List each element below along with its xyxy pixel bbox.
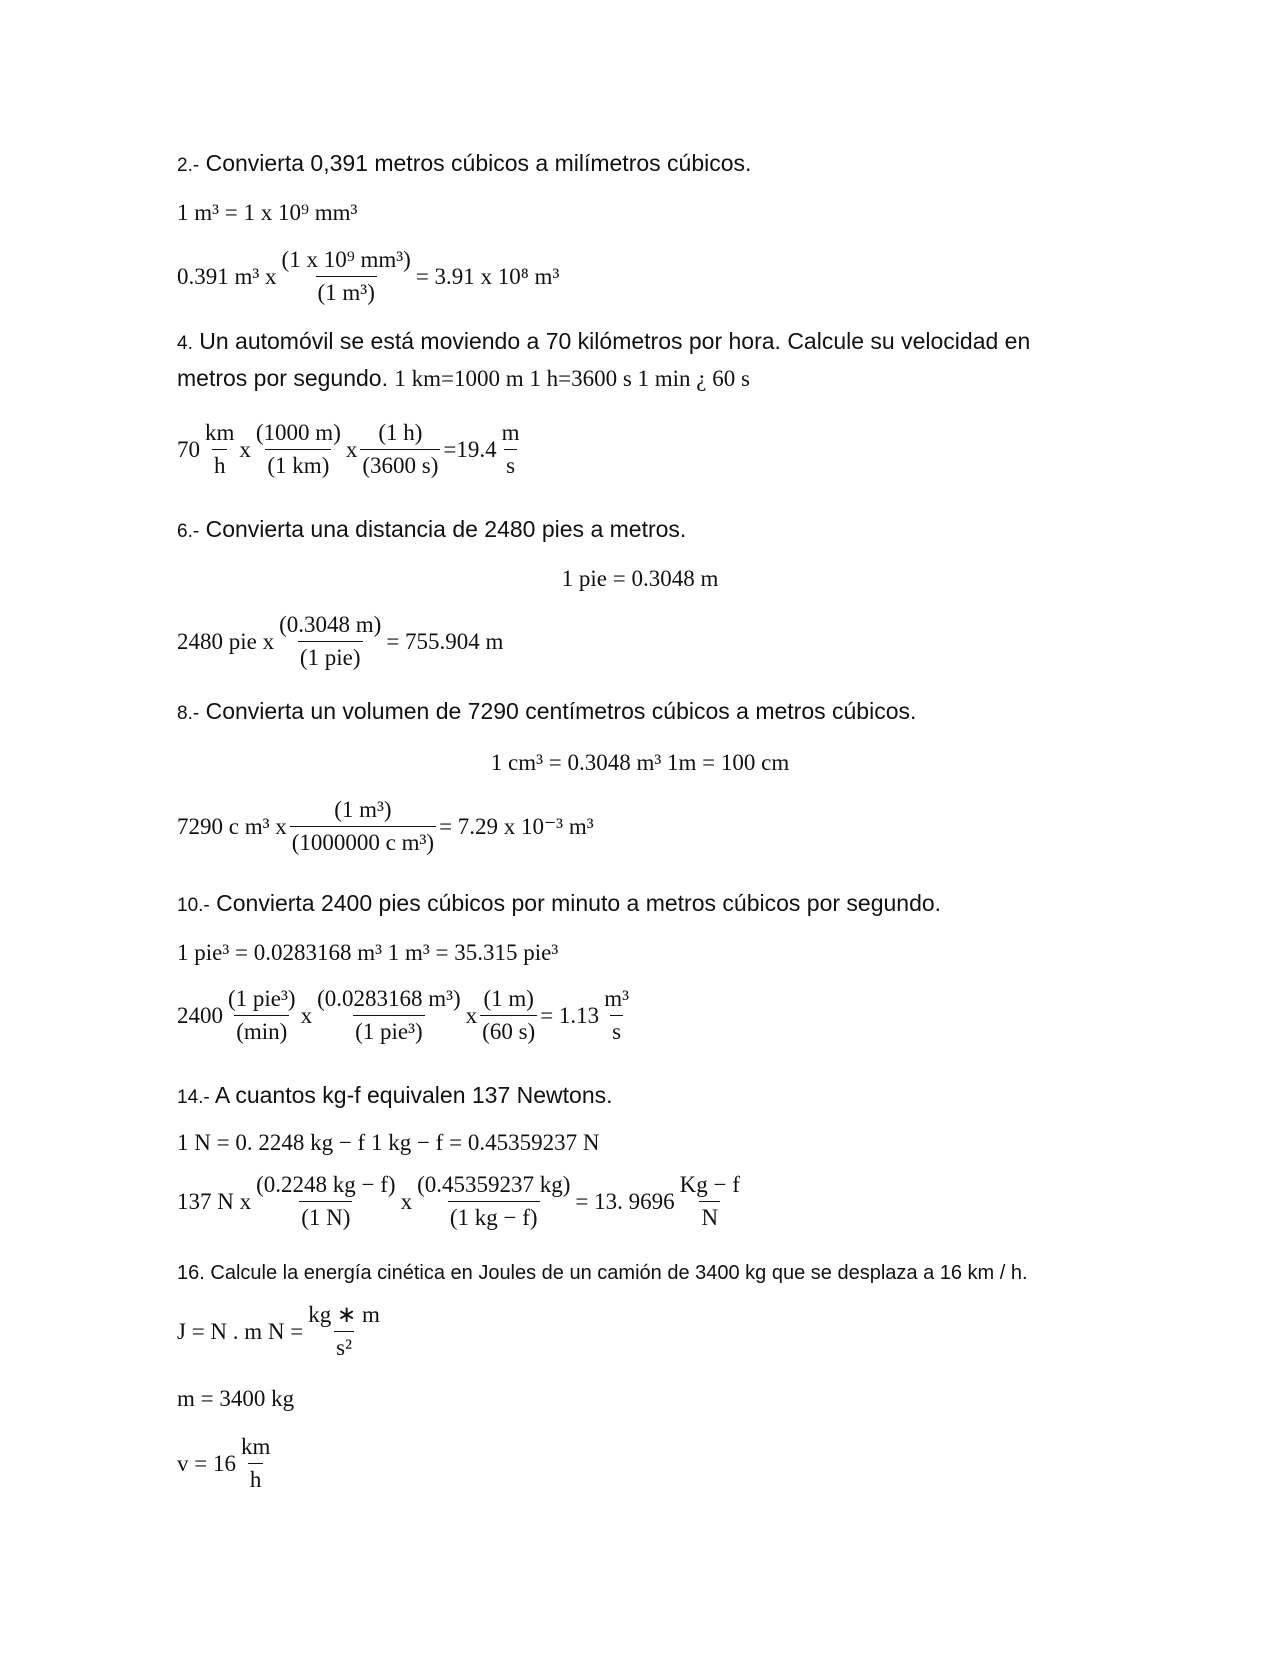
- equation-term: 137 N x: [177, 1188, 252, 1214]
- numerator: km: [240, 1434, 271, 1459]
- question-8: [177, 694, 916, 731]
- denominator: (1 m³): [316, 276, 377, 306]
- fraction: [254, 420, 343, 479]
- equation: 137 N x $\frac{(0.2248 kg - f)}{(1 N)}$ x $\frac{(0.45359237 kg)}{(1 kg - f)}$ = 13. 9696 $\frac{Kg - f}{N}$: [177, 1172, 740, 1230]
- numerator: (0.2248 kg − f): [256, 1172, 396, 1197]
- denominator: (1 pie³): [353, 1015, 425, 1045]
- equation-result: = 13. 9696: [575, 1188, 675, 1214]
- question-number: 4.: [177, 333, 193, 354]
- numerator: (0.0283168 m³): [317, 986, 461, 1011]
- fraction: [254, 1172, 397, 1231]
- question-text: Convierta 0,391 metros cúbicos a milímetros cúbicos.: [205, 150, 752, 176]
- question-text: Convierta un volumen de 7290 centímetros cúbicos a metros cúbicos.: [205, 698, 917, 724]
- question-2: [177, 146, 751, 183]
- fraction: [306, 1302, 382, 1361]
- equation: [177, 1302, 385, 1361]
- denominator: h: [248, 1463, 264, 1493]
- numerator: m: [501, 420, 520, 445]
- denominator: h: [212, 449, 228, 479]
- denominator: s²: [334, 1331, 354, 1361]
- fraction: [226, 986, 298, 1045]
- question-16: [177, 1256, 1028, 1290]
- question-number: 16.: [177, 1262, 205, 1284]
- question-number: 2.-: [177, 155, 200, 176]
- equation-term: 2480 pie x: [177, 628, 275, 654]
- equation: m = 3400 kg: [177, 1386, 295, 1411]
- denominator: (1 km): [265, 449, 331, 479]
- question-14: [177, 1078, 613, 1115]
- equation: [177, 247, 559, 306]
- equation: 1 pie³ = 0.0283168 m³ 1 m³ = 35.315 pie³: [177, 940, 559, 965]
- fraction: [239, 1434, 272, 1493]
- fraction: [315, 986, 463, 1045]
- equation: 1 N = 0. 2248 kg − f 1 kg − f = 0.45359237 N: [177, 1130, 600, 1155]
- denominator: N: [699, 1201, 720, 1231]
- numerator: (0.3048 m): [279, 612, 382, 637]
- numerator: (1 m): [483, 986, 534, 1011]
- denominator: (1 kg − f): [448, 1201, 540, 1231]
- numerator: Kg − f: [679, 1172, 740, 1197]
- denominator: (1000000 c m³): [290, 826, 436, 856]
- denominator: (3600 s): [360, 449, 440, 479]
- denominator: (60 s): [480, 1015, 537, 1045]
- numerator: km: [205, 420, 235, 445]
- denominator: (1 N): [299, 1201, 352, 1231]
- equation: 1 cm³ = 0.3048 m³ 1m = 100 cm: [490, 750, 790, 775]
- equation-term: v = 16: [177, 1450, 236, 1476]
- numerator: (1 h): [378, 420, 423, 445]
- question-number: 8.-: [177, 703, 200, 724]
- question-4: [177, 324, 1097, 396]
- equation: 70 $\frac{km}{h}$ x $\frac{(1000 m)}{(1 km)}$ x $\frac{(1 h)}{(3600 s)}$ =19.4 $\frac{m}{s}$: [177, 420, 520, 478]
- inline-equation: 1 km=1000 m 1 h=3600 s 1 min ¿ 60 s: [394, 366, 750, 391]
- equation: 1 pie = 0.3048 m: [561, 566, 719, 591]
- equation: [177, 1434, 275, 1493]
- question-text: Un automóvil se está moviendo a 70 kilómetros por hora. Calcule su velocidad en metros por segundo.: [177, 328, 1031, 391]
- question-text: Convierta una distancia de 2480 pies a metros.: [205, 516, 687, 542]
- fraction: [602, 986, 631, 1045]
- equation-result: = 7.29 x 10⁻³ m³: [439, 813, 594, 839]
- equation-result: = 1.13: [540, 1002, 600, 1028]
- equation-result: = 755.904 m: [386, 628, 504, 654]
- question-number: 10.-: [177, 895, 210, 916]
- numerator: (1 m³): [334, 797, 392, 822]
- question-6: [177, 512, 686, 549]
- question-number: 14.-: [177, 1087, 210, 1108]
- fraction: [678, 1172, 742, 1231]
- equation-result: = 3.91 x 10⁸ m³: [415, 263, 560, 289]
- fraction: [360, 420, 440, 479]
- equation-term: 2400: [177, 1002, 223, 1028]
- denominator: s: [610, 1015, 623, 1045]
- equation-result: =19.4: [443, 436, 497, 462]
- numerator: (1 x 10⁹ mm³): [281, 247, 411, 272]
- question-text: A cuantos kg-f equivalen 137 Newtons.: [214, 1082, 613, 1108]
- question-number: 6.-: [177, 521, 200, 542]
- fraction: [290, 797, 436, 856]
- fraction: [277, 612, 383, 671]
- equation: [177, 612, 503, 671]
- fraction: [280, 247, 413, 306]
- numerator: kg ∗ m: [308, 1302, 380, 1327]
- fraction: [203, 420, 236, 479]
- numerator: (1 pie³): [228, 986, 296, 1011]
- denominator: (1 pie): [298, 641, 363, 671]
- fraction: [480, 986, 537, 1045]
- question-10: [177, 886, 941, 923]
- fraction: [500, 420, 522, 479]
- denominator: s: [504, 449, 517, 479]
- equation-term: 7290 c m³ x: [177, 813, 287, 839]
- equation-term: 0.391 m³ x: [177, 263, 277, 289]
- fraction: [415, 1172, 572, 1231]
- equation: [177, 797, 594, 856]
- numerator: (1000 m): [255, 420, 341, 445]
- equation: 2400 $\frac{\text{(1 pie³)}}{(\min)}$ x $\frac{\text{(0.0283168 m³)}}{\text{(1 pie³)}}$ x $\frac{(1 m)}{(60 s)}$ = 1.13 $\frac{\text{m³}}{s}$: [177, 986, 629, 1044]
- question-text: Calcule la energía cinética en Joules de un camión de 3400 kg que se desplaza a 16 km / h.: [210, 1262, 1028, 1284]
- equation-term: 70: [177, 436, 200, 462]
- question-text: Convierta 2400 pies cúbicos por minuto a metros cúbicos por segundo.: [216, 890, 942, 916]
- numerator: m³: [604, 986, 629, 1011]
- denominator: (min): [234, 1015, 289, 1045]
- numerator: (0.45359237 kg): [417, 1172, 571, 1197]
- equation-term: J = N . m N =: [177, 1318, 304, 1344]
- equation: 1 m³ = 1 x 10⁹ mm³: [177, 200, 358, 225]
